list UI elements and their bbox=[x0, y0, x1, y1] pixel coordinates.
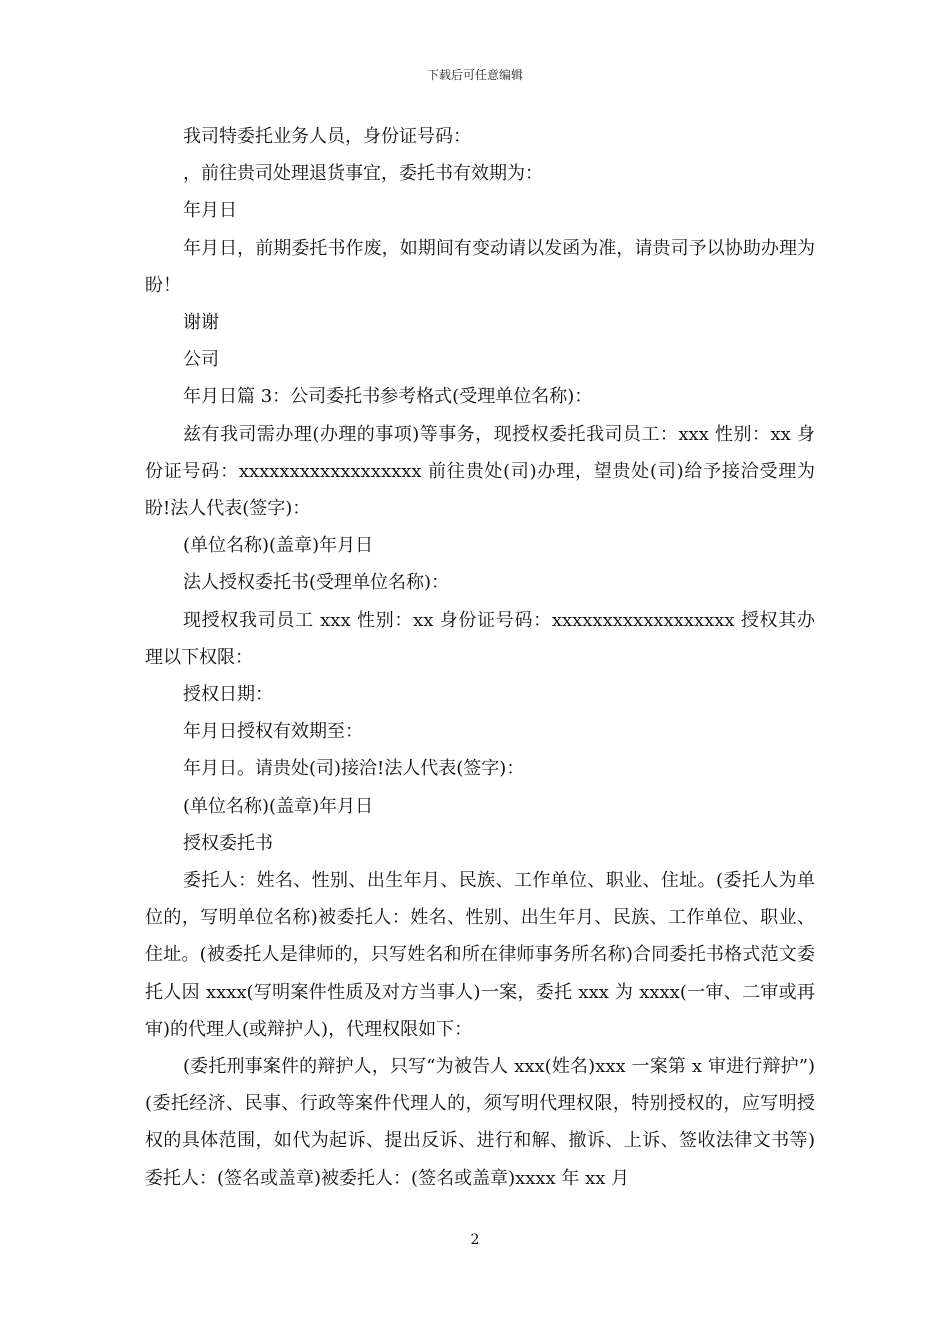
document-body bbox=[145, 118, 815, 1197]
paragraph: 兹有我司需办理(办理的事项)等事务，现授权委托我司员工：xxx 性别：xx 身份证号码：xxxxxxxxxxxxxxxxxx 前往贵处(司)办理，望贵处(司)给予接洽受理为盼!法人代表(签字)： bbox=[145, 423, 815, 520]
paragraph: 年月日 bbox=[183, 200, 237, 222]
paragraph: (单位名称)(盖章)年月日 bbox=[183, 535, 374, 557]
paragraph: (委托刑事案件的辩护人，只写“为被告人 xxx(姓名)xxx 一案第 x 审进行辩护”)(委托经济、民事、行政等案件代理人的，须写明代理权限，特别授权的，应写明授权的具体范围，如代为起诉、提出反诉、进行和解、撤诉、上诉、签收法律文书等)委托人：(签名或盖章)被委托人：(签名或盖章)xxxx 年 xx 月 bbox=[145, 1056, 815, 1189]
paragraph: (单位名称)(盖章)年月日 bbox=[183, 795, 374, 817]
paragraph: 年月日授权有效期至： bbox=[183, 721, 363, 743]
paragraph: 公司 bbox=[183, 349, 219, 371]
paragraph: 年月日。请贵处(司)接洽!法人代表(签字)： bbox=[183, 758, 525, 780]
paragraph: 我司特委托业务人员，身份证号码： bbox=[183, 126, 471, 147]
paragraph: 委托人：姓名、性别、出生年月、民族、工作单位、职业、住址。(委托人为单位的，写明单位名称)被委托人：姓名、性别、出生年月、民族、工作单位、职业、住址。(被委托人是律师的，只写姓名和所在律师事务所名称)合同委托书格式范文委托人因 xxxx(写明案件性质及对方当事人)一案，委托 xxx 为 xxxx(一审、二审或再审)的代理人(或辩护人)，代理权限如下： bbox=[145, 870, 815, 1040]
paragraph: 法人授权委托书(受理单位名称)： bbox=[183, 572, 450, 594]
page-number: 2 bbox=[470, 1232, 480, 1248]
paragraph: 授权日期： bbox=[183, 684, 273, 706]
section-title: 授权委托书 bbox=[183, 832, 273, 854]
page-header-note: 下载后可任意编辑 bbox=[426, 68, 523, 82]
paragraph: 现授权我司员工 xxx 性别：xx 身份证号码：xxxxxxxxxxxxxxxxxx 授权其办理以下权限： bbox=[145, 609, 815, 668]
paragraph: 年月日篇 3：公司委托书参考格式(受理单位名称)： bbox=[183, 386, 593, 408]
paragraph: 谢谢 bbox=[183, 312, 219, 334]
paragraph: ，前往贵司处理退货事宜，委托书有效期为： bbox=[183, 163, 543, 185]
paragraph: 年月日，前期委托书作废，如期间有变动请以发函为准，请贵司予以协助办理为盼！ bbox=[145, 237, 815, 296]
